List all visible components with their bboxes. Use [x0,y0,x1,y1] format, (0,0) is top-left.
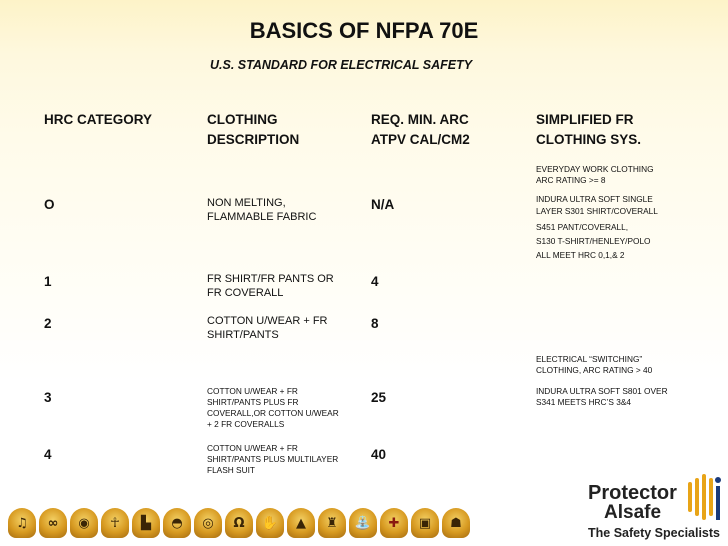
protector-alsafe-logo [584,464,728,546]
hard-hat-icon: ◓ [163,508,191,538]
row-atpv: 40 [371,447,387,462]
respirator-icon: ◉ [70,508,98,538]
text-line: FR COVERALL [207,287,284,299]
row-category: 3 [44,390,52,405]
stretcher-icon: ☗ [442,508,470,538]
row-atpv: 4 [371,274,379,289]
header-clothing-description [207,110,299,150]
header-line: ATPV CAL/CM2 [371,132,470,147]
earmuff-icon: Ω [225,508,253,538]
logo-word-2: Alsafe [604,502,662,523]
safety-glasses-icon: ∞ [39,508,67,538]
text-line: CLOTHING, ARC RATING > 40 [536,365,653,375]
row-description [207,196,316,224]
text-line: ELECTRICAL “SWITCHING” [536,354,643,364]
text-line: FLASH SUIT [207,465,255,475]
text-line: ALL MEET HRC 0,1,& 2 [536,250,625,260]
header-line: CLOTHING [207,112,278,127]
text-line: S130 T-SHIRT/HENLEY/POLO [536,236,651,246]
text-line: SHIRT/PANTS PLUS FR [207,397,299,407]
group1-heading [536,164,654,186]
logo-word-1: Protector [588,482,677,504]
logo-tagline: The Safety Specialists [588,526,721,540]
text-line: S341 MEETS HRC’S 3&4 [536,397,631,407]
row-atpv: 8 [371,316,379,331]
row-description [207,386,339,430]
group2-detail [536,386,668,408]
safety-boot-icon: ▙ [132,508,160,538]
text-line: ARC RATING >= 8 [536,175,606,185]
text-line: FLAMMABLE FABRIC [207,211,317,223]
page-subtitle: U.S. STANDARD FOR ELECTRICAL SAFETY [210,58,473,72]
text-line: SHIRT/PANTS PLUS MULTILAYER [207,454,339,464]
text-line: + 2 FR COVERALLS [207,419,285,429]
header-line: REQ. MIN. ARC [371,112,469,127]
logo-mark-icon [684,472,724,528]
row-atpv: N/A [371,197,395,212]
eyewash-icon: ⛲ [349,508,377,538]
text-line: COTTON U/WEAR + FR [207,443,298,453]
header-req-min-arc [371,110,470,150]
spray-bottle-icon: ♜ [318,508,346,538]
header-line: DESCRIPTION [207,132,300,147]
row-category: 1 [44,274,52,289]
ppe-icon-strip [0,500,580,546]
header-line: SIMPLIFIED FR [536,112,634,127]
text-line: COTTON U/WEAR + FR [207,386,298,396]
row-description [207,443,338,476]
header-line: CLOTHING SYS. [536,132,642,147]
row-category: 4 [44,447,52,462]
text-line: SHIRT/PANTS [207,329,279,341]
text-line: COVERALL,OR COTTON U/WEAR [207,408,339,418]
text-line: INDURA ULTRA SOFT S801 OVER [536,386,668,396]
text-line: NON MELTING, [207,197,286,209]
header-simplified-fr [536,110,641,150]
row-category: O [44,197,55,212]
group1-detail [536,194,658,262]
row-atpv: 25 [371,390,387,405]
ear-protection-icon: ♫ [8,508,36,538]
first-aid-icon: ✚ [380,508,408,538]
text-line: FR SHIRT/FR PANTS OR [207,273,334,285]
row-description [207,314,328,342]
header-hrc-category: HRC CATEGORY [44,112,152,127]
text-line: LAYER S301 SHIRT/COVERALL [536,206,658,216]
text-line: EVERYDAY WORK CLOTHING [536,164,654,174]
lockout-icon: ▣ [411,508,439,538]
row-description [207,272,334,300]
goggles-icon: ◎ [194,508,222,538]
page-title: BASICS OF NFPA 70E [249,18,479,43]
traffic-cone-icon: ▲ [287,508,315,538]
glove-icon: ✋ [256,508,284,538]
row-category: 2 [44,316,52,331]
text-line: INDURA ULTRA SOFT SINGLE [536,194,653,204]
group2-heading [536,354,652,376]
text-line: COTTON U/WEAR + FR [207,315,328,327]
fall-harness-icon: ☥ [101,508,129,538]
text-line: S451 PANT/COVERALL, [536,222,629,232]
